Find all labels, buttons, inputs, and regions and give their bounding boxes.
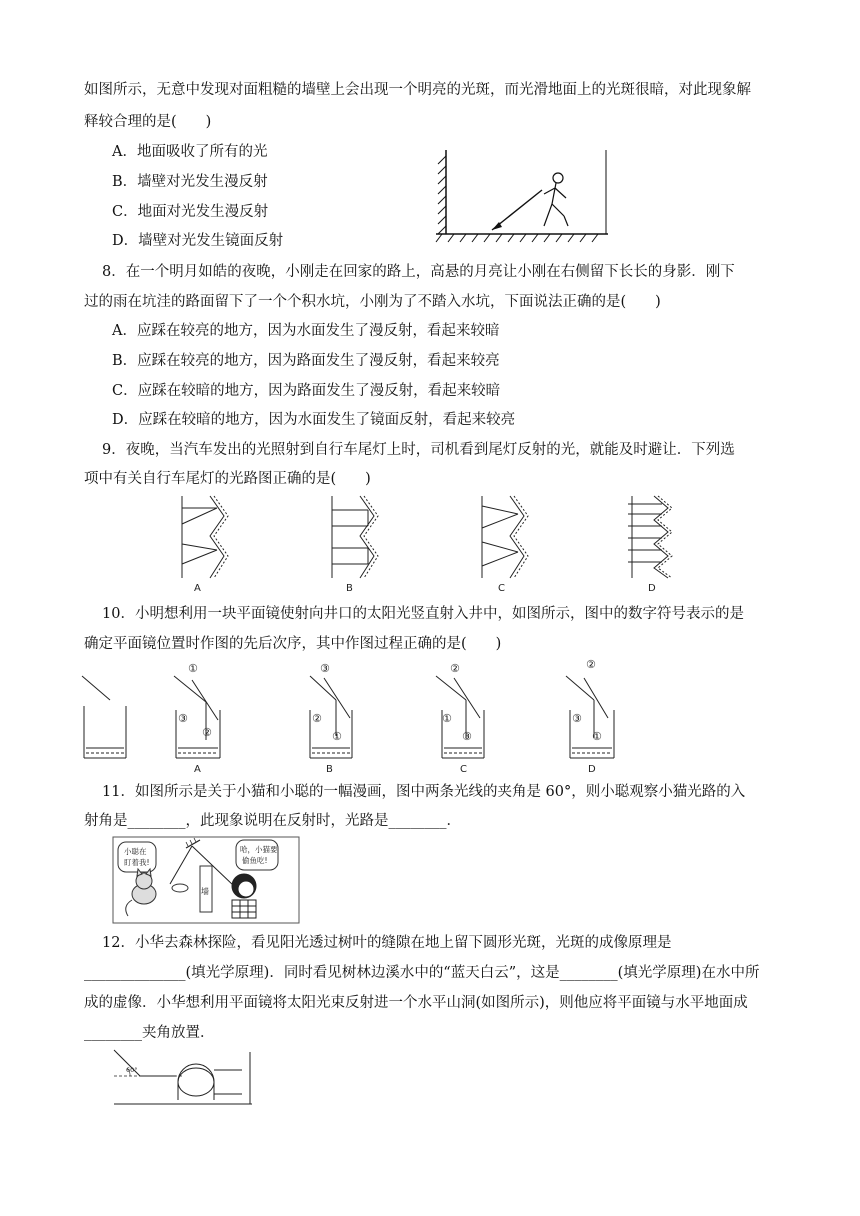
q7-option-b: B．墙壁对光发生漫反射 [112,174,268,190]
q8-stem-line1: 8．在一个明月如皓的夜晚，小刚走在回家的路上，高悬的月亮让小刚在右侧留下长长的身影．刚下 [102,264,735,280]
q9-diagram-c [482,496,528,578]
girl-figure [232,874,256,918]
q8-option-b: B．应踩在较亮的地方，因为路面发生了漫反射，看起来较亮 [112,353,500,369]
q10-c-mark-3: ③ [462,730,472,743]
q7-stem-line1: 如图所示，无意中发现对面粗糙的墙壁上会出现一个明亮的光斑，而光滑地面上的光斑很暗，对此现象解 [84,82,751,98]
q12-stem-line1: 12．小华去森林探险，看见阳光透过树叶的缝隙在地上留下圆形光斑，光斑的成像原理是 [102,935,672,951]
q7-wall-figure [432,146,612,246]
q7-option-d: D．墙壁对光发生镜面反射 [112,233,284,249]
q10-c-mark-2: ② [450,662,460,675]
q10-label-d: D [588,764,596,775]
q11-bubble-right-line2: 偷鱼吃! [242,856,268,865]
q10-well-diagrams [80,656,620,776]
q9-stem-line2: 项中有关自行车尾灯的光路图正确的是( ) [84,471,371,487]
q8-option-d: D．应踩在较暗的地方，因为水面发生了镜面反射，看起来较亮 [112,412,516,428]
q9-label-b: B [346,583,353,594]
q10-b-mark-2: ② [312,712,322,725]
q9-label-d: D [648,583,656,594]
q10-a-mark-1: ① [188,662,198,675]
q12-stem-line4: ________夹角放置． [84,1025,215,1041]
q10-original-well [82,676,126,758]
q11-bubble-right-line1: 哈，小猫要 [240,845,278,854]
q12-stem-line3: 成的虚像．小华想利用平面镜将太阳光束反射进一个水平山洞(如图所示)，则他应将平面镜与水平地面成 [84,995,748,1011]
q12-cave-figure [112,1048,254,1108]
q9-diagram-b [332,496,378,578]
q10-b-mark-1: ① [332,730,342,743]
q10-a-mark-3: ③ [178,712,188,725]
q10-label-c: C [460,764,467,775]
q10-d-mark-2: ② [586,658,596,671]
q12-stem-line2: ______________(填光学原理)．同时看见树林边溪水中的“蓝天白云”，这是________(填光学原理)在水中所 [84,965,760,981]
q10-d-mark-1: ① [592,730,602,743]
q11-cartoon [112,836,300,924]
fish-icon [172,884,188,892]
q8-option-a: A．应踩在较亮的地方，因为水面发生了漫反射，看起来较暗 [112,323,500,339]
q11-bubble-left-line2: 盯着我! [124,858,150,867]
q8-stem-line2: 过的雨在坑洼的路面留下了一个个积水坑，小刚为了不踏入水坑，下面说法正确的是( ) [84,294,661,310]
q11-wall-label: 墙 [201,887,209,896]
q9-label-a: A [194,583,201,594]
q10-d-mark-3: ③ [572,712,582,725]
q9-diagram-a [182,496,228,578]
q10-c-mark-1: ① [442,712,452,725]
q9-stem-line1: 9．夜晚，当汽车发出的光照射到自行车尾灯上时，司机看到尾灯反射的光，就能及时避让．下列选 [102,442,735,458]
q11-stem-line1: 11．如图所示是关于小猫和小聪的一幅漫画，图中两条光线的夹角是 60°，则小聪观察小猫光路的入 [102,784,746,800]
q11-stem-line2: 射角是________，此现象说明在反射时，光路是________． [84,813,461,829]
q10-stem-line1: 10．小明想利用一块平面镜使射向井口的太阳光竖直射入井中，如图所示，图中的数字符号表示的是 [102,606,744,622]
q7-option-c: C．地面对光发生漫反射 [112,204,269,220]
q10-a-mark-2: ② [202,726,212,739]
q8-option-c: C．应踩在较暗的地方，因为路面发生了漫反射，看起来较暗 [112,383,501,399]
q7-option-a: A．地面吸收了所有的光 [112,144,268,160]
q9-label-c: C [498,583,505,594]
q11-bubble-left-line1: 小聪在 [124,847,147,856]
cat-figure [126,869,156,916]
q10-label-a: A [194,764,201,775]
q10-label-b: B [326,764,333,775]
q9-diagram-d [628,496,672,578]
q12-angle-label: 60° [126,1066,138,1074]
q9-taillight-diagrams [172,492,682,596]
q10-stem-line2: 确定平面镜位置时作图的先后次序，其中作图过程正确的是( ) [84,636,502,652]
q7-stem-line2: 释较合理的是( ) [84,114,212,130]
q10-b-mark-3: ③ [320,662,330,675]
